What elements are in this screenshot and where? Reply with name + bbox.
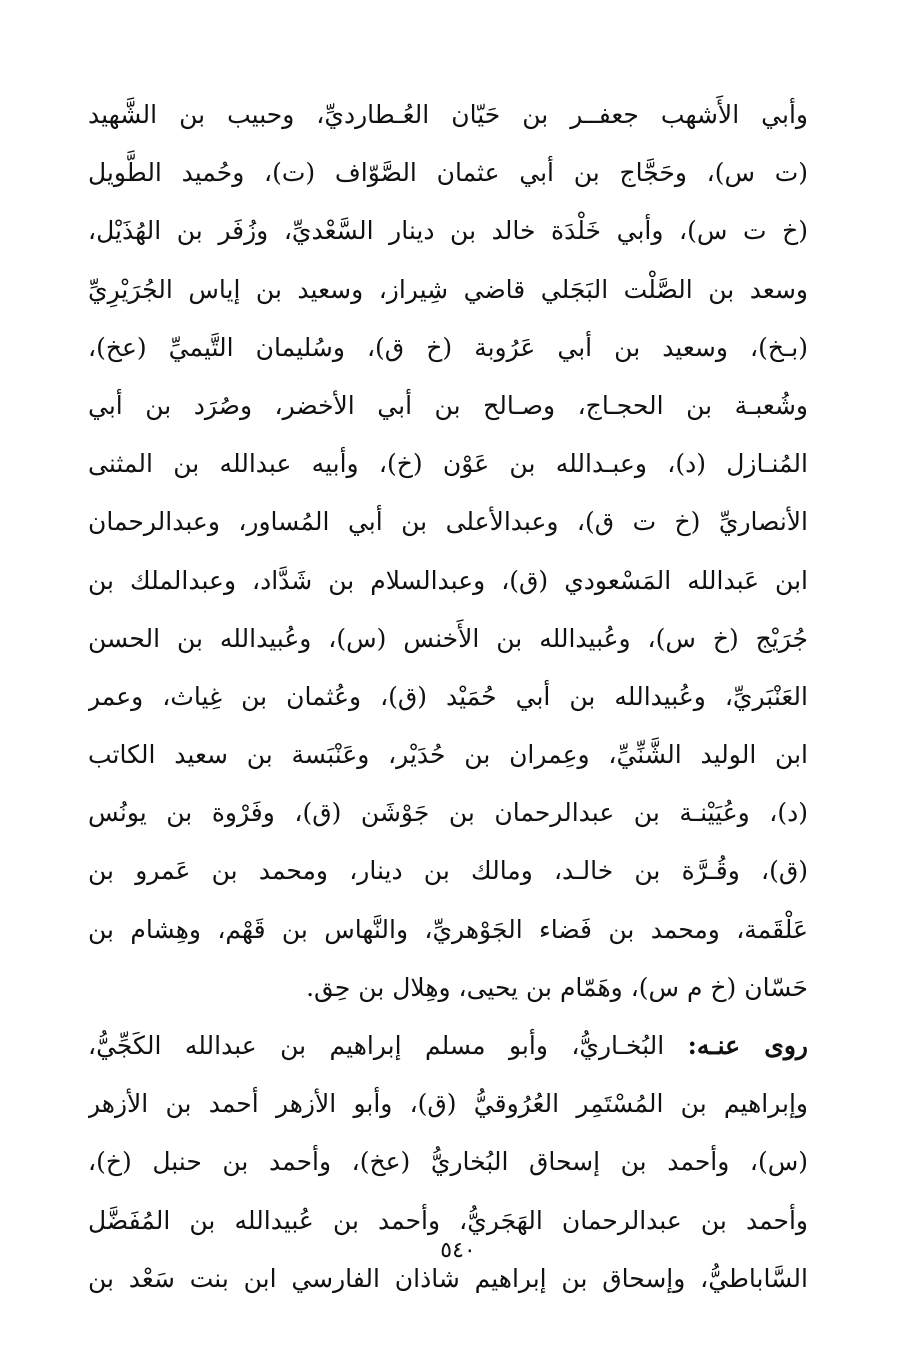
text-line: (خ ت س)، وأبي خَلْدَة خالد بن دينار السَّعْديِّ، وزُفَر بن الهُذَيْل، [88,216,808,246]
text-line: وشُعبـة بن الحجـاج، وصـالح بن أبي الأخضر، وصُرَد بن أبي [88,390,808,420]
page-number: ٥٤٠ [440,1238,476,1263]
text-line: ابن عَبدالله المَسْعودي (ق)، وعبدالسلام بن شَدَّاد، وعبدالملك بن [88,565,808,595]
text-line: المُنـازل (د)، وعبـدالله بن عَوْن (خ)، وأبيه عبدالله بن المثنى [88,449,808,479]
text-line: (د)، وعُيَيْنـة بن عبدالرحمان بن جَوْشَن (ق)، وفَرْوة بن يونُس [88,798,808,828]
riwaya-first-line [88,1017,808,1075]
text-line: وأبي الأَشهب جعفــر بن حَيّان العُـطارديِّ، وحبيب بن الشَّهيد [88,100,808,129]
riwaya-label: روى عنـه: [687,1031,808,1060]
riwaya-line: وإبراهيم بن المُسْتَمِر العُرُوقيُّ (ق)، وأبو الأزهر أحمد بن الأزهر [88,1089,808,1119]
text-line: جُرَيْج (خ س)، وعُبيدالله بن الأَخنس (س)، وعُبيدالله بن الحسن [88,623,808,653]
text-line: العَنْبَريِّ، وعُبيدالله بن أبي حُمَيْد (ق)، وعُثمان بن غِياث، وعمر [88,681,808,711]
text-line: عَلْقَمة، ومحمد بن فَضاء الجَوْهريِّ، والنَّهاس بن قَهْم، وهِشام بن [88,914,808,944]
riwaya-line: السَّاباطيُّ، وإسحاق بن إبراهيم شاذان الفارسي ابن بنت سَعْد بن [88,1263,808,1293]
text-line: (ت س)، وحَجَّاج بن أبي عثمان الصَّوّاف (ت)، وحُميد الطَّويل [88,158,808,188]
riwaya-first-text: البُخـاريُّ، وأبو مسلم إبراهيم بن عبدالله الكَجِّيُّ، [88,1031,665,1060]
text-line: الأنصاريِّ (خ ت ق)، وعبدالأعلى بن أبي المُساور، وعبدالرحمان [88,507,808,537]
text-line: وسعد بن الصَّلْت البَجَلي قاضي شِيراز، وسعيد بن إياس الجُرَيْرِيِّ [88,274,808,304]
text-line: حَسّان (خ م س)، وهَمّام بن يحيى، وهِلال بن حِق. [306,972,808,1002]
riwaya-line: (س)، وأحمد بن إسحاق البُخاريُّ (عخ)، وأحمد بن حنبل (خ)، [88,1147,808,1177]
text-line: ابن الوليد الشَّنِّيِّ، وعِمران بن حُدَيْر، وعَنْبَسة بن سعيد الكاتب [88,740,808,770]
riwaya-line: وأحمد بن عبدالرحمان الهَجَريُّ، وأحمد بن عُبيدالله بن المُفَضَّل [88,1205,808,1235]
text-line: (بـخ)، وسعيد بن أبي عَرُوبة (خ ق)، وسُليمان التَّيميِّ (عخ)، [88,332,808,362]
text-line: (ق)، وقُـرَّة بن خالـد، ومالك بن دينار، ومحمد بن عَمرو بن [88,856,808,886]
main-text-block [88,86,808,1308]
